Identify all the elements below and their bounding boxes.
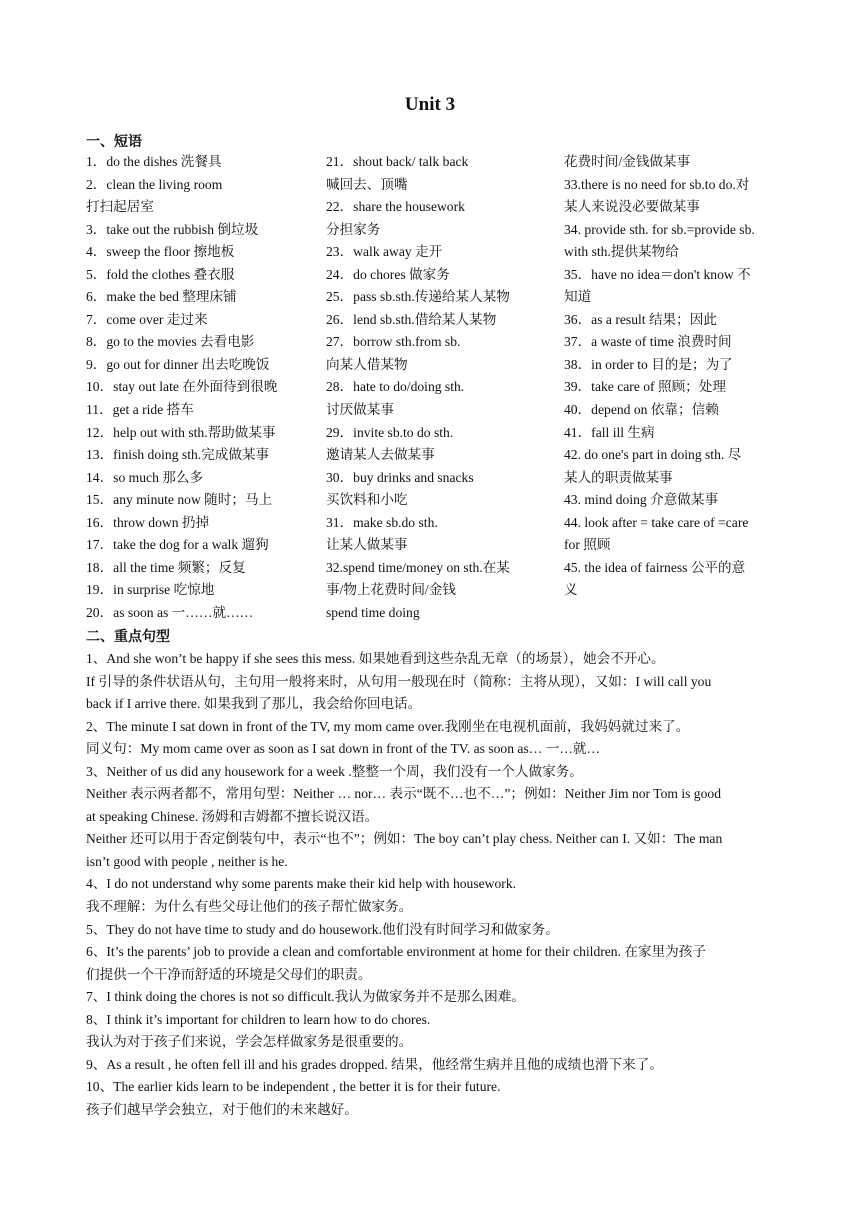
text-line: 喊回去、顶嘴	[326, 176, 408, 192]
text-line: 5．fold the clothes 叠衣服	[86, 266, 235, 282]
text-line: 34. provide sth. for sb.=provide sb.	[564, 221, 755, 237]
text-line: 1．do the dishes 洗餐具	[86, 154, 222, 169]
phrases-column-1	[86, 151, 322, 624]
text-line: 23．walk away 走开	[326, 244, 443, 260]
text-line: 25．pass sb.sth.传递给某人某物	[326, 289, 510, 305]
phrases-column-3	[564, 151, 780, 602]
text-line: 3、Neither of us did any housework for a week .整整一个周，我们没有一个人做家务。	[86, 763, 583, 779]
text-line: 41．fall ill 生病	[564, 424, 655, 440]
text-line: 36．as a result 结果；因此	[564, 311, 717, 327]
text-line: 21．shout back/ talk back	[326, 154, 469, 169]
text-line: 分担家务	[326, 221, 381, 237]
text-line: 31．make sb.do sth.	[326, 514, 438, 530]
text-line: 事/物上花费时间/金钱	[326, 582, 456, 598]
text-line: 40．depend on 依靠；信赖	[564, 402, 719, 418]
text-line: 26．lend sb.sth.借给某人某物	[326, 311, 497, 327]
page-title: Unit 3	[404, 94, 456, 115]
text-line: 19．in surprise 吃惊地	[86, 582, 215, 598]
text-line: 2．clean the living room	[86, 176, 223, 192]
text-line: 让某人做某事	[326, 537, 408, 553]
text-line: 8．go to the movies 去看电影	[86, 334, 255, 350]
phrases-column-2	[326, 151, 558, 624]
text-line: 知道	[564, 289, 592, 305]
text-line: 1、And she won’t be happy if she sees this mess. 如果她看到这些杂乱无章（的场景），她会不开心。	[86, 651, 665, 666]
text-line: spend time doing	[326, 604, 420, 620]
text-line: 43. mind doing 介意做某事	[564, 492, 719, 508]
text-line: with sth.提供某物给	[564, 244, 679, 260]
text-line: 29．invite sb.to do sth.	[326, 424, 454, 440]
text-line: 17．take the dog for a walk 遛狗	[86, 537, 269, 553]
text-line: isn’t good with people , neither is he.	[86, 853, 288, 869]
text-line: 6．make the bed 整理床铺	[86, 289, 237, 305]
text-line: 14．so much 那么多	[86, 469, 204, 485]
text-line: 38．in order to 目的是；为了	[564, 356, 733, 372]
text-line: Neither 表示两者都不，常用句型：Neither … nor… 表示“既不…也不…”；例如：Neither Jim nor Tom is good	[86, 786, 721, 802]
text-line: 讨厌做某事	[326, 402, 394, 418]
text-line: 5、They do not have time to study and do housework.他们没有时间学习和做家务。	[86, 921, 559, 937]
text-line: 向某人借某物	[326, 356, 408, 372]
text-line: 45. the idea of fairness 公平的意	[564, 559, 746, 575]
text-line: 9、As a result , he often fell ill and his grades dropped. 结果，他经常生病并且他的成绩也滑下来了。	[86, 1056, 663, 1072]
text-line: 8、I think it’s important for children to learn how to do chores.	[86, 1011, 431, 1027]
text-line: 6、It’s the parents’ job to provide a clean and comfortable environment at home for their children. 在家里为孩子	[86, 944, 706, 960]
text-line: back if I arrive there. 如果我到了那儿，我会给你回电话。	[86, 696, 422, 712]
section-heading-sentences: 二、重点句型	[86, 630, 170, 645]
text-line: 同义句：My mom came over as soon as I sat down in front of the TV. as soon as… 一…就…	[86, 741, 601, 757]
text-line: for 照顾	[564, 537, 611, 553]
text-line: 11．get a ride 搭车	[86, 402, 194, 418]
text-line: at speaking Chinese. 汤姆和吉姆都不擅长说汉语。	[86, 808, 379, 824]
text-line: 15．any minute now 随时；马上	[86, 492, 273, 508]
text-line: 我认为对于孩子们来说，学会怎样做家务是很重要的。	[86, 1034, 413, 1050]
text-line: 义	[564, 582, 578, 598]
text-line: 10、The earlier kids learn to be independent , the better it is for their future.	[86, 1079, 501, 1095]
text-line: 37．a waste of time 浪费时间	[564, 334, 732, 350]
text-line: 某人的职责做某事	[564, 469, 673, 485]
key-sentences	[86, 648, 778, 1121]
text-line: 10．stay out late 在外面待到很晚	[86, 379, 278, 395]
text-line: 买饮料和小吃	[326, 492, 408, 508]
text-line: 33.there is no need for sb.to do.对	[564, 176, 750, 192]
text-line: 4、I do not understand why some parents make their kid help with housework.	[86, 876, 517, 892]
text-line: 3．take out the rubbish 倒垃圾	[86, 221, 259, 237]
text-line: 12．help out with sth.帮助做某事	[86, 424, 276, 440]
text-line: 打扫起居室	[86, 199, 154, 215]
text-line: 4．sweep the floor 擦地板	[86, 244, 235, 260]
text-line: 28．hate to do/doing sth.	[326, 379, 465, 395]
text-line: 某人来说没必要做某事	[564, 199, 700, 215]
text-line: 邀请某人去做某事	[326, 447, 435, 463]
text-line: 27．borrow sth.from sb.	[326, 334, 461, 350]
text-line: 7．come over 走过来	[86, 311, 208, 327]
text-line: 9．go out for dinner 出去吃晚饭	[86, 356, 270, 372]
text-line: 24．do chores 做家务	[326, 266, 450, 282]
text-line: 7、I think doing the chores is not so difficult.我认为做家务并不是那么困难。	[86, 989, 525, 1005]
text-line: 2、The minute I sat down in front of the TV, my mom came over.我刚坐在电视机面前，我妈妈就过来了。	[86, 718, 690, 734]
text-line: 18．all the time 频繁；反复	[86, 559, 246, 575]
text-line: 花费时间/金钱做某事	[564, 154, 691, 169]
text-line: 35．have no idea＝don't know 不	[564, 266, 751, 282]
text-line: 孩子们越早学会独立，对于他们的未来越好。	[86, 1101, 358, 1117]
text-line: 13．finish doing sth.完成做某事	[86, 447, 270, 463]
text-line: 44. look after = take care of =care	[564, 514, 749, 530]
text-line: 30．buy drinks and snacks	[326, 469, 474, 485]
text-line: 32.spend time/money on sth.在某	[326, 559, 510, 575]
text-line: If 引导的条件状语从句，主句用一般将来时，从句用一般现在时（简称：主将从现），又如：I will call you	[86, 673, 712, 689]
text-line: 20．as soon as 一……就……	[86, 604, 254, 620]
text-line: 22．share the housework	[326, 199, 465, 215]
section-heading-phrases: 一、短语	[86, 135, 142, 150]
text-line: 们提供一个干净而舒适的环境是父母们的职责。	[86, 966, 372, 982]
text-line: 16．throw down 扔掉	[86, 514, 210, 530]
text-line: 39．take care of 照顾；处理	[564, 379, 726, 395]
text-line: Neither 还可以用于否定倒装句中，表示“也不”；例如：The boy can’t play chess. Neither can I. 又如：The man	[86, 831, 723, 847]
text-line: 42. do one's part in doing sth. 尽	[564, 447, 742, 463]
text-line: 我不理解：为什么有些父母让他们的孩子帮忙做家务。	[86, 899, 413, 915]
